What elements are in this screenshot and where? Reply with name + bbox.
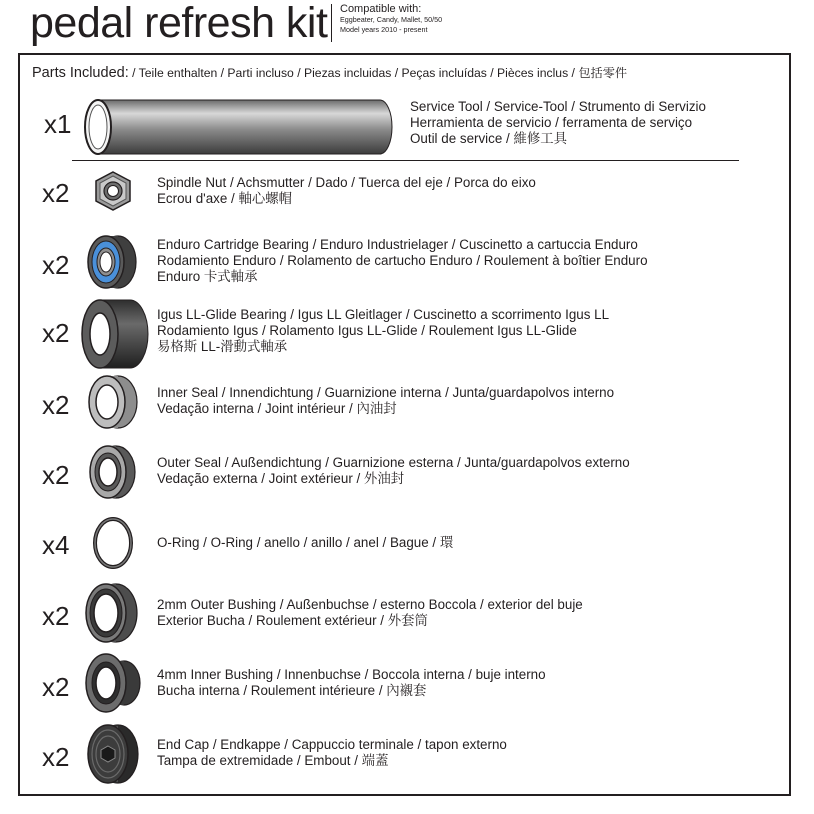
spindle-nut-icon [93, 170, 133, 212]
enduro-cartridge-bearing-icon [86, 234, 138, 290]
page-title: pedal refresh kit [30, 0, 328, 47]
desc-service-tool [410, 99, 706, 147]
desc-end-cap [157, 737, 507, 769]
desc-enduro-bearing [157, 237, 648, 285]
qty-inner-bushing: x2 [42, 672, 70, 702]
desc-line: Vedação interna / Joint intérieur / 內油封 [157, 401, 397, 416]
qty-outer-seal: x2 [42, 460, 70, 490]
qty-service-tool: x1 [44, 109, 72, 139]
end-cap-icon [84, 722, 142, 786]
desc-outer-bushing [157, 597, 583, 629]
desc-line: Inner Seal / Innendichtung / Guarnizione interna / Junta/guardapolvos interno [157, 385, 615, 400]
desc-line: Herramienta de servicio / ferramenta de serviço [410, 115, 693, 130]
desc-line: End Cap / Endkappe / Cappuccio terminale / tapon externo [157, 737, 507, 752]
desc-line: 2mm Outer Bushing / Außenbuchse / esterno Boccola / exterior del buje [157, 597, 583, 612]
desc-line: Outil de service / 維修工具 [410, 131, 568, 146]
desc-line: O-Ring / O-Ring / anello / anillo / anel / Bague / 環 [157, 535, 454, 550]
qty-end-cap: x2 [42, 742, 70, 772]
desc-line: Igus LL-Glide Bearing / Igus LL Gleitlager / Cuscinetto a scorrimento Igus LL [157, 307, 610, 322]
desc-line: Rodamiento Igus / Rolamento Igus LL-Glide / Roulement Igus LL-Glide [157, 323, 577, 338]
qty-outer-bushing: x2 [42, 601, 70, 631]
igus-bearing-icon [80, 298, 150, 370]
desc-spindle-nut [157, 175, 536, 207]
desc-line: Service Tool / Service-Tool / Strumento di Servizio [410, 99, 706, 114]
inner-bushing-icon [84, 652, 146, 714]
inner-seal-icon [88, 374, 140, 430]
desc-line: Enduro Cartridge Bearing / Enduro Industrielager / Cuscinetto a cartuccia Enduro [157, 237, 638, 252]
compat-years: Model years 2010 - present [340, 24, 428, 34]
desc-inner-bushing [157, 667, 546, 699]
desc-line: Outer Seal / Außendichtung / Guarnizione esterna / Junta/guardapolvos externo [157, 455, 630, 470]
desc-line: Enduro 卡式軸承 [157, 269, 258, 284]
desc-line: Vedação externa / Joint extérieur / 外油封 [157, 471, 405, 486]
outer-bushing-icon [84, 582, 142, 644]
o-ring-icon [90, 515, 136, 571]
desc-line: Bucha interna / Roulement intérieure / 內襯套 [157, 683, 427, 698]
title-divider [331, 4, 332, 42]
qty-igus-bearing: x2 [42, 318, 70, 348]
parts-included-label: Parts Included: [32, 65, 129, 81]
compat-models: Eggbeater, Candy, Mallet, 50/50 [340, 15, 443, 24]
qty-o-ring: x4 [42, 530, 70, 560]
desc-inner-seal [157, 385, 614, 417]
desc-line: Rodamiento Enduro / Rolamento de cartucho Enduro / Roulement à boîtier Enduro [157, 253, 648, 268]
qty-inner-seal: x2 [42, 390, 70, 420]
desc-line: 4mm Inner Bushing / Innenbuchse / Boccola interna / buje interno [157, 667, 546, 682]
section-divider [72, 160, 739, 161]
parts-included-heading [32, 64, 627, 81]
desc-line: Ecrou d'axe / 軸心螺帽 [157, 191, 293, 206]
desc-o-ring [157, 535, 453, 551]
desc-igus-bearing [157, 307, 609, 355]
desc-outer-seal [157, 455, 630, 487]
compatibility-note [340, 3, 442, 34]
desc-line: Spindle Nut / Achsmutter / Dado / Tuerca del eje / Porca do eixo [157, 175, 536, 190]
compat-heading: Compatible with: [340, 3, 422, 15]
qty-spindle-nut: x2 [42, 178, 70, 208]
parts-included-translations: / Teile enthalten / Parti incluso / Piezas incluidas / Peças incluídas / Pièces inclus / 包括零件 [128, 66, 628, 80]
desc-line: Exterior Bucha / Roulement extérieur / 外套筒 [157, 613, 428, 628]
service-tool-icon [78, 98, 394, 156]
desc-line: Tampa de extremidade / Embout / 端蓋 [157, 753, 389, 768]
desc-line: 易格斯 LL-滑動式軸承 [157, 339, 288, 354]
outer-seal-icon [88, 444, 140, 500]
qty-enduro-bearing: x2 [42, 250, 70, 280]
